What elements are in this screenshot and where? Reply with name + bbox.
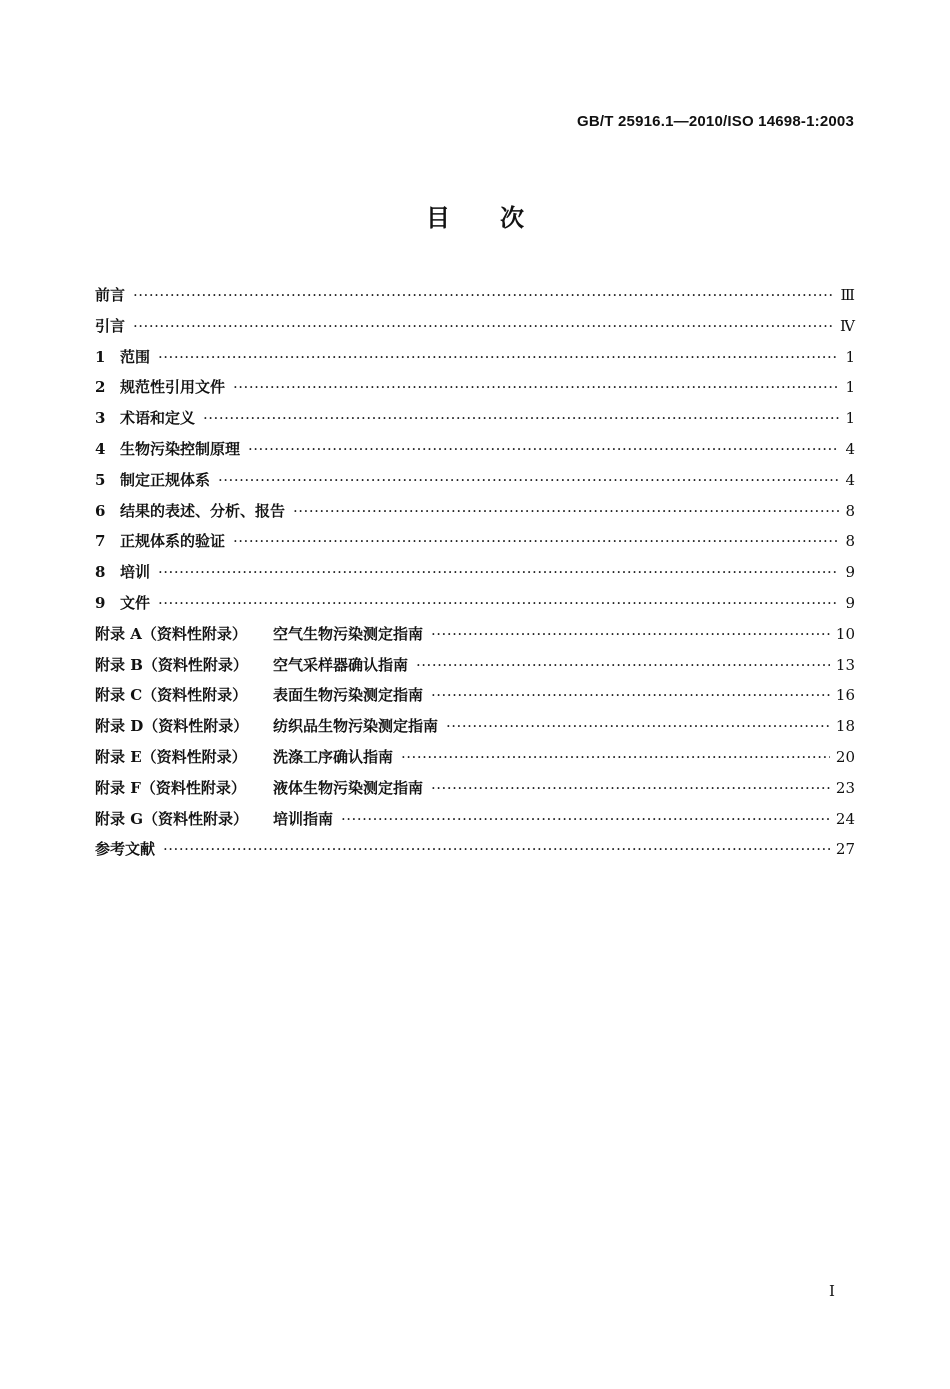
toc-entry-page: 1 [845,409,855,428]
toc-entry-page: 20 [835,747,855,766]
toc-entry-number: 4 [95,439,106,458]
toc-entry[interactable] [95,403,855,434]
toc-dot-leader [133,280,835,311]
toc-dot-leader [233,372,839,403]
toc-entry-annex-prefix: 附录 C（资料性附录） [95,686,248,705]
toc-entry-page: 27 [835,840,855,859]
toc-entry[interactable] [95,711,855,742]
toc-entry-annex-prefix: 附录 G（资料性附录） [95,809,249,828]
toc-entry[interactable] [95,619,855,650]
toc-entry[interactable] [95,680,855,711]
toc-entry-number: 6 [95,501,106,520]
toc-dot-leader [431,680,830,711]
toc-entry[interactable] [95,526,855,557]
toc-dot-leader [446,711,830,742]
toc-entry[interactable] [95,650,855,681]
toc-entry-label: 结果的表述、分析、报告 [120,501,286,520]
toc-entry[interactable] [95,342,855,373]
toc-entry[interactable] [95,804,855,835]
toc-dot-leader [158,588,839,619]
toc-entry[interactable] [95,773,855,804]
toc-entry-number: 1 [95,347,106,366]
toc-entry-page: 10 [835,624,855,643]
toc-entry-label: 表面生物污染测定指南 [273,686,424,705]
page-number: I [829,1282,835,1300]
toc-entry-page: 9 [845,563,855,582]
toc-dot-leader [293,496,839,527]
toc-entry-label: 引言 [95,316,126,335]
toc-entry-annex-prefix: 附录 A（资料性附录） [95,624,247,643]
table-of-contents [95,280,855,865]
toc-entry-annex-prefix: 附录 D（资料性附录） [95,717,249,736]
toc-entry-annex-prefix: 附录 B（资料性附录） [95,655,248,674]
toc-entry-page: Ⅳ [840,316,855,335]
toc-entry-label: 范围 [120,347,151,366]
toc-entry-number: 8 [95,563,106,582]
toc-entry-number: 9 [95,593,106,612]
toc-entry-page: 8 [845,532,855,551]
toc-entry-page: 4 [845,470,855,489]
toc-dot-leader [416,650,830,681]
toc-dot-leader [431,773,830,804]
toc-entry-number: 3 [95,409,106,428]
toc-dot-leader [163,834,830,865]
toc-entry[interactable] [95,465,855,496]
toc-entry-annex-prefix: 附录 F（资料性附录） [95,778,246,797]
toc-entry-label: 文件 [120,593,151,612]
toc-entry-label: 规范性引用文件 [120,378,226,397]
toc-dot-leader [401,742,830,773]
toc-entry-label: 制定正规体系 [120,470,211,489]
toc-entry-page: 1 [845,347,855,366]
toc-entry-label: 术语和定义 [120,409,196,428]
toc-dot-leader [248,434,839,465]
toc-entry-page: 16 [835,686,855,705]
toc-dot-leader [431,619,830,650]
toc-entry[interactable] [95,557,855,588]
toc-entry-page: 9 [845,593,855,612]
toc-dot-leader [133,311,834,342]
toc-entry-page: 23 [835,778,855,797]
toc-entry-annex-prefix: 附录 E（资料性附录） [95,747,247,766]
toc-entry[interactable] [95,742,855,773]
toc-entry-page: Ⅲ [840,286,855,304]
toc-entry[interactable] [95,372,855,403]
toc-dot-leader [341,804,830,835]
toc-entry[interactable] [95,834,855,865]
toc-entry-label: 纺织品生物污染测定指南 [273,717,439,736]
toc-entry[interactable] [95,496,855,527]
toc-dot-leader [203,403,839,434]
page-title: 目次 [426,204,574,232]
toc-entry-number: 7 [95,532,106,551]
toc-entry-label: 空气采样器确认指南 [273,655,409,674]
toc-entry-label: 液体生物污染测定指南 [273,778,424,797]
toc-dot-leader [158,557,839,588]
toc-entry-number: 5 [95,470,106,489]
toc-entry-page: 18 [835,717,855,736]
toc-entry-page: 1 [845,378,855,397]
toc-entry-label: 生物污染控制原理 [120,439,241,458]
toc-entry-label: 空气生物污染测定指南 [273,624,424,643]
toc-entry[interactable] [95,434,855,465]
toc-entry-label: 洗涤工序确认指南 [273,747,394,766]
toc-entry[interactable] [95,311,855,342]
toc-entry-page: 8 [845,501,855,520]
toc-entry-page: 24 [835,809,855,828]
toc-entry-label: 培训 [120,563,151,582]
toc-entry-label: 培训指南 [273,809,334,828]
toc-entry-label: 前言 [95,286,126,304]
toc-dot-leader [158,342,839,373]
toc-dot-leader [218,465,839,496]
toc-entry[interactable] [95,280,855,311]
document-code: GB/T 25916.1—2010/ISO 14698-1:2003 [577,113,854,130]
toc-entry-page: 4 [845,439,855,458]
toc-entry-label: 参考文献 [95,840,156,859]
toc-entry-label: 正规体系的验证 [120,532,226,551]
toc-entry-page: 13 [835,655,855,674]
toc-entry[interactable] [95,588,855,619]
toc-entry-number: 2 [95,378,106,397]
toc-dot-leader [233,526,839,557]
